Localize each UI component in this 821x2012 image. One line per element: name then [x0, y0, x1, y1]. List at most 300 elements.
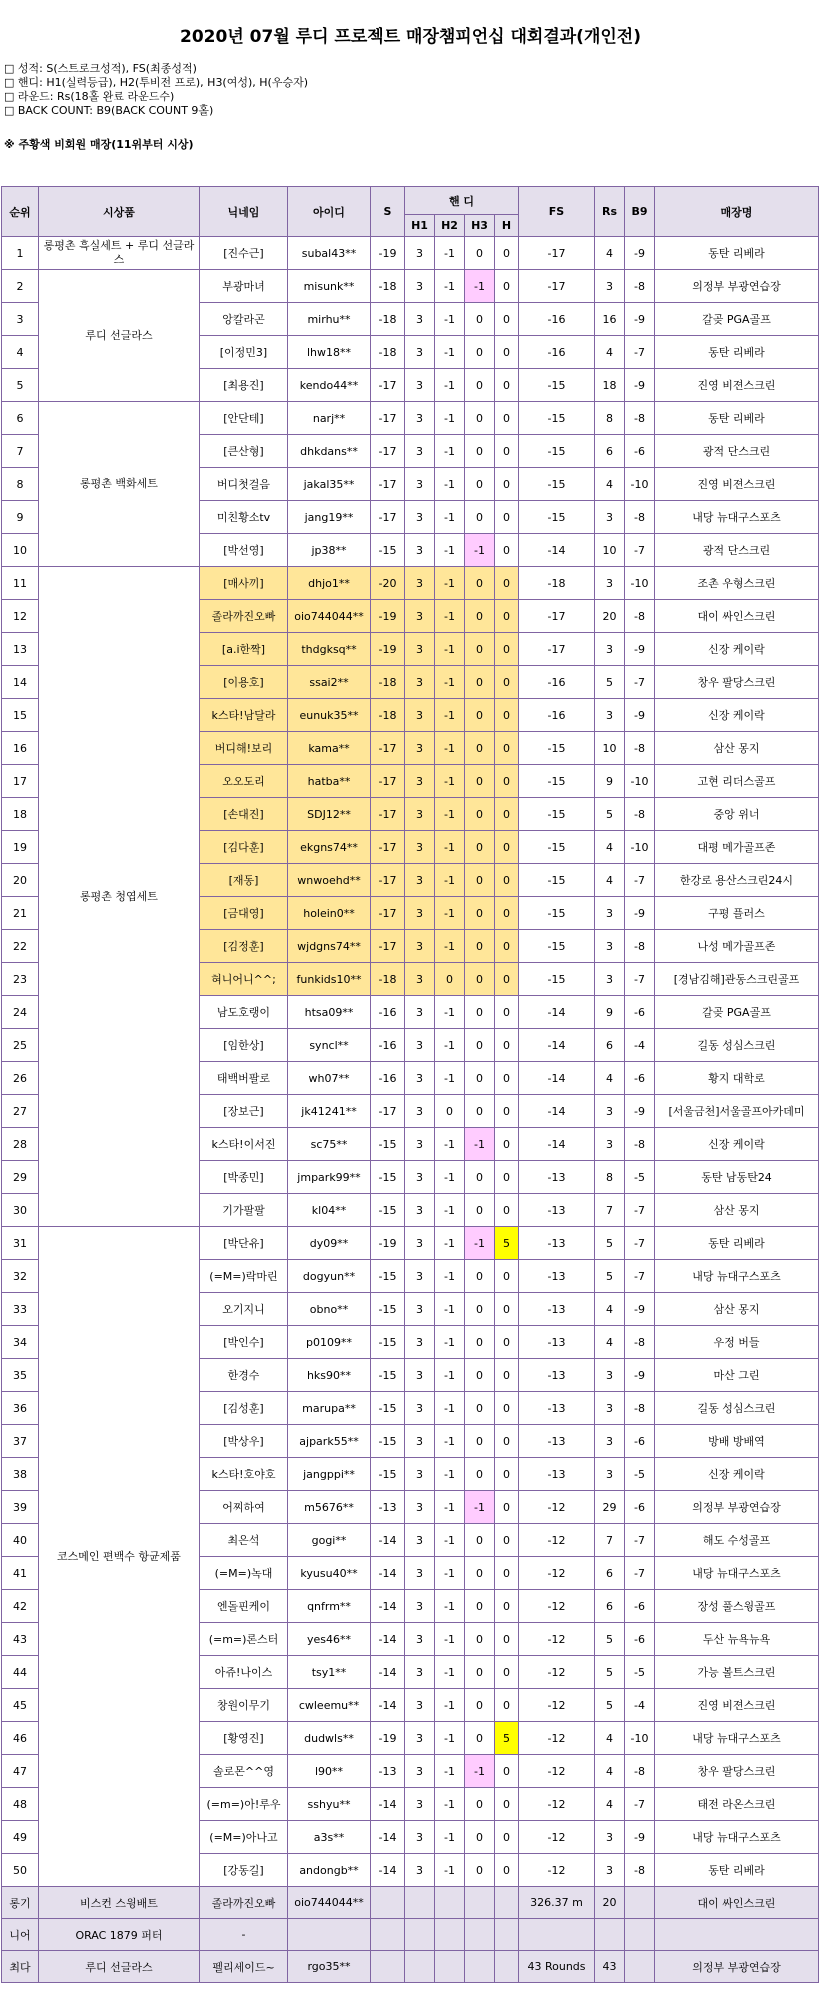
h1-cell: 3	[405, 1128, 435, 1161]
s-cell: -14	[371, 1623, 405, 1656]
table-row	[2, 402, 819, 435]
h1-cell: 3	[405, 1458, 435, 1491]
h2-cell: -1	[435, 435, 465, 468]
rs-cell: 8	[595, 1161, 625, 1194]
h-cell: 0	[495, 930, 519, 963]
rs-cell: 20	[595, 600, 625, 633]
s-cell: -17	[371, 402, 405, 435]
h2-cell: -1	[435, 1227, 465, 1260]
store-cell: 내당 뉴대구스포츠	[655, 1260, 819, 1293]
h1-cell: 3	[405, 765, 435, 798]
b9-cell: -10	[625, 831, 655, 864]
id-cell: mirhu**	[288, 303, 371, 336]
rs-cell: 3	[595, 501, 625, 534]
id-cell: dhjo1**	[288, 567, 371, 600]
award-id: oio744044**	[288, 1887, 371, 1919]
rank-cell: 12	[2, 600, 39, 633]
header-s: S	[371, 187, 405, 237]
h2-cell: -1	[435, 1458, 465, 1491]
h3-cell: 0	[465, 1392, 495, 1425]
empty-cell	[465, 1887, 495, 1919]
nickname-cell: [김정훈]	[200, 930, 288, 963]
store-cell: 조촌 우형스크린	[655, 567, 819, 600]
rank-cell: 43	[2, 1623, 39, 1656]
nickname-cell: 앙칼라곤	[200, 303, 288, 336]
award-prize: ORAC 1879 퍼터	[39, 1919, 200, 1951]
h1-cell: 3	[405, 1524, 435, 1557]
s-cell: -14	[371, 1788, 405, 1821]
nickname-cell: 미친황소tv	[200, 501, 288, 534]
h2-cell: -1	[435, 1128, 465, 1161]
store-cell: 진영 비젼스크린	[655, 369, 819, 402]
rs-cell: 3	[595, 1392, 625, 1425]
nickname-cell: 부광마녀	[200, 270, 288, 303]
rank-cell: 13	[2, 633, 39, 666]
fs-cell: -12	[519, 1623, 595, 1656]
rank-cell: 35	[2, 1359, 39, 1392]
empty-cell	[495, 1887, 519, 1919]
s-cell: -19	[371, 1722, 405, 1755]
h3-cell: 0	[465, 996, 495, 1029]
id-cell: misunk**	[288, 270, 371, 303]
h2-cell: -1	[435, 1425, 465, 1458]
nickname-cell: 한경수	[200, 1359, 288, 1392]
rs-cell: 3	[595, 1458, 625, 1491]
h-cell: 0	[495, 831, 519, 864]
fs-cell: -14	[519, 1062, 595, 1095]
h1-cell: 3	[405, 1392, 435, 1425]
id-cell: gogi**	[288, 1524, 371, 1557]
store-cell: 신장 케이락	[655, 699, 819, 732]
h-cell: 0	[495, 1557, 519, 1590]
id-cell: kyusu40**	[288, 1557, 371, 1590]
nickname-cell: [최용진]	[200, 369, 288, 402]
h-cell: 0	[495, 600, 519, 633]
h1-cell: 3	[405, 798, 435, 831]
s-cell: -14	[371, 1557, 405, 1590]
award-id: rgo35**	[288, 1951, 371, 1983]
rs-cell: 7	[595, 1524, 625, 1557]
rank-cell: 31	[2, 1227, 39, 1260]
empty-cell	[625, 1951, 655, 1983]
s-cell: -19	[371, 237, 405, 270]
id-cell: l90**	[288, 1755, 371, 1788]
store-cell: 내당 뉴대구스포츠	[655, 501, 819, 534]
b9-cell: -8	[625, 732, 655, 765]
s-cell: -14	[371, 1524, 405, 1557]
rs-cell: 5	[595, 1656, 625, 1689]
h3-cell: 0	[465, 1425, 495, 1458]
store-cell: 진영 비젼스크린	[655, 468, 819, 501]
rs-cell: 5	[595, 666, 625, 699]
h3-cell: -1	[465, 270, 495, 303]
special-awards	[2, 1887, 819, 1983]
prize-cell: 롱평촌 흑실세트 + 루디 선글라스	[39, 237, 200, 270]
legend-rounds: □ 라운드: Rs(18홀 완료 라운드수)	[4, 90, 175, 103]
rank-cell: 20	[2, 864, 39, 897]
nickname-cell: [안단테]	[200, 402, 288, 435]
award-rs: 20	[595, 1887, 625, 1919]
h1-cell: 3	[405, 864, 435, 897]
fs-cell: -15	[519, 501, 595, 534]
store-cell: 의정부 부광연습장	[655, 270, 819, 303]
fs-cell: -15	[519, 897, 595, 930]
rank-cell: 18	[2, 798, 39, 831]
nickname-cell: [박상우]	[200, 1425, 288, 1458]
rank-cell: 44	[2, 1656, 39, 1689]
rs-cell: 29	[595, 1491, 625, 1524]
h1-cell: 3	[405, 1029, 435, 1062]
s-cell: -17	[371, 501, 405, 534]
s-cell: -19	[371, 1227, 405, 1260]
nickname-cell: 오기지니	[200, 1293, 288, 1326]
h-cell: 0	[495, 699, 519, 732]
rank-cell: 33	[2, 1293, 39, 1326]
nickname-cell: 태백버팔로	[200, 1062, 288, 1095]
h1-cell: 3	[405, 930, 435, 963]
h1-cell: 3	[405, 1326, 435, 1359]
h2-cell: -1	[435, 1293, 465, 1326]
b9-cell: -8	[625, 1326, 655, 1359]
s-cell: -14	[371, 1821, 405, 1854]
h1-cell: 3	[405, 1557, 435, 1590]
h1-cell: 3	[405, 303, 435, 336]
award-id	[288, 1919, 371, 1951]
header-rank: 순위	[2, 187, 39, 237]
h3-cell: 0	[465, 831, 495, 864]
rs-cell: 3	[595, 633, 625, 666]
rank-cell: 14	[2, 666, 39, 699]
rs-cell: 4	[595, 1062, 625, 1095]
nickname-cell: k스타!호야호	[200, 1458, 288, 1491]
rs-cell: 3	[595, 699, 625, 732]
fs-cell: -17	[519, 633, 595, 666]
h2-cell: -1	[435, 270, 465, 303]
store-cell: 나성 메가골프존	[655, 930, 819, 963]
rank-cell: 29	[2, 1161, 39, 1194]
results-table-wrapper	[1, 186, 819, 1983]
rank-cell: 23	[2, 963, 39, 996]
h2-cell: -1	[435, 237, 465, 270]
h3-cell: 0	[465, 1656, 495, 1689]
h3-cell: 0	[465, 237, 495, 270]
b9-cell: -9	[625, 633, 655, 666]
b9-cell: -8	[625, 1854, 655, 1887]
rs-cell: 4	[595, 1755, 625, 1788]
s-cell: -15	[371, 1128, 405, 1161]
b9-cell: -5	[625, 1656, 655, 1689]
b9-cell: -8	[625, 930, 655, 963]
id-cell: syncl**	[288, 1029, 371, 1062]
fs-cell: -15	[519, 765, 595, 798]
fs-cell: -17	[519, 270, 595, 303]
h-cell: 0	[495, 468, 519, 501]
h2-cell: -1	[435, 501, 465, 534]
store-cell: 신장 케이락	[655, 1458, 819, 1491]
rank-cell: 15	[2, 699, 39, 732]
b9-cell: -9	[625, 1293, 655, 1326]
header-rs: Rs	[595, 187, 625, 237]
fs-cell: -12	[519, 1656, 595, 1689]
b9-cell: -10	[625, 765, 655, 798]
h-cell: 0	[495, 270, 519, 303]
h2-cell: -1	[435, 897, 465, 930]
h3-cell: 0	[465, 1095, 495, 1128]
h-cell: 0	[495, 1194, 519, 1227]
rs-cell: 3	[595, 1359, 625, 1392]
award-row	[2, 1919, 819, 1951]
award-row	[2, 1951, 819, 1983]
legend-handicap: □ 핸디: H1(실력등급), H2(투비전 프로), H3(여성), H(우승자)	[4, 76, 308, 89]
h-cell: 0	[495, 1491, 519, 1524]
nickname-cell: (=M=)락마린	[200, 1260, 288, 1293]
rs-cell: 4	[595, 468, 625, 501]
fs-cell: -15	[519, 369, 595, 402]
table-row	[2, 1227, 819, 1260]
h3-cell: 0	[465, 501, 495, 534]
fs-cell: -13	[519, 1194, 595, 1227]
rs-cell: 4	[595, 831, 625, 864]
h1-cell: 3	[405, 369, 435, 402]
id-cell: jakal35**	[288, 468, 371, 501]
s-cell: -16	[371, 1062, 405, 1095]
h1-cell: 3	[405, 1491, 435, 1524]
b9-cell: -9	[625, 369, 655, 402]
rs-cell: 6	[595, 1029, 625, 1062]
h2-cell: -1	[435, 468, 465, 501]
h-cell: 0	[495, 996, 519, 1029]
rank-cell: 30	[2, 1194, 39, 1227]
h3-cell: 0	[465, 1359, 495, 1392]
s-cell: -15	[371, 1293, 405, 1326]
h2-cell: -1	[435, 996, 465, 1029]
award-nickname: -	[200, 1919, 288, 1951]
b9-cell: -7	[625, 1788, 655, 1821]
rank-cell: 9	[2, 501, 39, 534]
id-cell: jang19**	[288, 501, 371, 534]
store-cell: 동탄 남동탄24	[655, 1161, 819, 1194]
award-nickname: 펠리세이드~	[200, 1951, 288, 1983]
id-cell: kendo44**	[288, 369, 371, 402]
s-cell: -14	[371, 1689, 405, 1722]
b9-cell: -7	[625, 1194, 655, 1227]
nickname-cell: [박종민]	[200, 1161, 288, 1194]
rs-cell: 3	[595, 963, 625, 996]
h-cell: 0	[495, 666, 519, 699]
id-cell: funkids10**	[288, 963, 371, 996]
nickname-cell: 솔로몬^^영	[200, 1755, 288, 1788]
award-prize: 비스컨 스윙배트	[39, 1887, 200, 1919]
s-cell: -15	[371, 1392, 405, 1425]
h3-cell: 0	[465, 798, 495, 831]
h1-cell: 3	[405, 1623, 435, 1656]
id-cell: thdgksq**	[288, 633, 371, 666]
b9-cell: -6	[625, 1062, 655, 1095]
fs-cell: -17	[519, 237, 595, 270]
store-cell: 대이 싸인스크린	[655, 600, 819, 633]
store-cell: 길동 성심스크린	[655, 1029, 819, 1062]
fs-cell: -14	[519, 1029, 595, 1062]
h1-cell: 3	[405, 1161, 435, 1194]
b9-cell: -9	[625, 237, 655, 270]
nickname-cell: k스타!이서진	[200, 1128, 288, 1161]
rank-cell: 46	[2, 1722, 39, 1755]
nickname-cell: 오오도리	[200, 765, 288, 798]
b9-cell: -7	[625, 336, 655, 369]
h2-cell: -1	[435, 336, 465, 369]
h3-cell: 0	[465, 1557, 495, 1590]
nickname-cell: [박인수]	[200, 1326, 288, 1359]
h2-cell: -1	[435, 1590, 465, 1623]
h2-cell: -1	[435, 633, 465, 666]
rank-cell: 28	[2, 1128, 39, 1161]
h2-cell: -1	[435, 831, 465, 864]
h1-cell: 3	[405, 1788, 435, 1821]
h-cell: 0	[495, 1128, 519, 1161]
h-cell: 5	[495, 1722, 519, 1755]
rank-cell: 32	[2, 1260, 39, 1293]
award-nickname: 졸라까진오빠	[200, 1887, 288, 1919]
results-table	[1, 186, 819, 1983]
store-cell: 동탄 리베라	[655, 237, 819, 270]
h3-cell: 0	[465, 435, 495, 468]
h-cell: 0	[495, 765, 519, 798]
h1-cell: 3	[405, 1656, 435, 1689]
store-cell: 창우 팔당스크린	[655, 1755, 819, 1788]
fs-cell: -13	[519, 1227, 595, 1260]
empty-cell	[465, 1951, 495, 1983]
store-cell: 의정부 부광연습장	[655, 1491, 819, 1524]
store-cell: 동탄 리베라	[655, 1227, 819, 1260]
s-cell: -17	[371, 765, 405, 798]
id-cell: hks90**	[288, 1359, 371, 1392]
h1-cell: 3	[405, 1590, 435, 1623]
empty-cell	[465, 1919, 495, 1951]
b9-cell: -7	[625, 1227, 655, 1260]
empty-cell	[495, 1951, 519, 1983]
b9-cell: -9	[625, 1095, 655, 1128]
h3-cell: 0	[465, 567, 495, 600]
header-prize: 시상품	[39, 187, 200, 237]
id-cell: sshyu**	[288, 1788, 371, 1821]
h-cell: 0	[495, 402, 519, 435]
h-cell: 0	[495, 369, 519, 402]
fs-cell: -12	[519, 1491, 595, 1524]
empty-cell	[371, 1951, 405, 1983]
rank-cell: 34	[2, 1326, 39, 1359]
h1-cell: 3	[405, 534, 435, 567]
id-cell: andongb**	[288, 1854, 371, 1887]
rank-cell: 4	[2, 336, 39, 369]
nickname-cell: [이용호]	[200, 666, 288, 699]
h-cell: 0	[495, 633, 519, 666]
s-cell: -17	[371, 798, 405, 831]
rs-cell: 8	[595, 402, 625, 435]
h2-cell: -1	[435, 1194, 465, 1227]
rank-cell: 21	[2, 897, 39, 930]
store-cell: 한강로 용산스크린24시	[655, 864, 819, 897]
rs-cell: 3	[595, 1095, 625, 1128]
id-cell: jangppi**	[288, 1458, 371, 1491]
h3-cell: 0	[465, 930, 495, 963]
store-cell: 동탄 리베라	[655, 1854, 819, 1887]
store-cell: 광적 단스크린	[655, 435, 819, 468]
h3-cell: 0	[465, 1821, 495, 1854]
b9-cell: -8	[625, 270, 655, 303]
b9-cell: -4	[625, 1029, 655, 1062]
h-cell: 0	[495, 1821, 519, 1854]
nickname-cell: [진수근]	[200, 237, 288, 270]
id-cell: htsa09**	[288, 996, 371, 1029]
fs-cell: -16	[519, 336, 595, 369]
nickname-cell: 최은석	[200, 1524, 288, 1557]
rank-cell: 36	[2, 1392, 39, 1425]
s-cell: -15	[371, 534, 405, 567]
b9-cell: -10	[625, 468, 655, 501]
fs-cell: -13	[519, 1260, 595, 1293]
s-cell: -16	[371, 1029, 405, 1062]
rs-cell: 9	[595, 765, 625, 798]
fs-cell: -18	[519, 567, 595, 600]
h-cell: 0	[495, 732, 519, 765]
rs-cell: 3	[595, 1854, 625, 1887]
b9-cell: -8	[625, 798, 655, 831]
id-cell: p0109**	[288, 1326, 371, 1359]
id-cell: wnwoehd**	[288, 864, 371, 897]
header-handicap: 핸 디	[405, 187, 519, 215]
store-cell: 내당 뉴대구스포츠	[655, 1821, 819, 1854]
h1-cell: 3	[405, 270, 435, 303]
fs-cell: -15	[519, 864, 595, 897]
h1-cell: 3	[405, 633, 435, 666]
store-cell: 광적 단스크린	[655, 534, 819, 567]
nickname-cell: 기가팔팔	[200, 1194, 288, 1227]
rank-cell: 1	[2, 237, 39, 270]
nickname-cell: 창원이무기	[200, 1689, 288, 1722]
b9-cell: -8	[625, 1392, 655, 1425]
rs-cell: 16	[595, 303, 625, 336]
s-cell: -17	[371, 369, 405, 402]
h2-cell: -1	[435, 666, 465, 699]
fs-cell: -12	[519, 1722, 595, 1755]
nickname-cell: [매사끼]	[200, 567, 288, 600]
id-cell: obno**	[288, 1293, 371, 1326]
rs-cell: 3	[595, 930, 625, 963]
id-cell: a3s**	[288, 1821, 371, 1854]
rank-cell: 2	[2, 270, 39, 303]
id-cell: kama**	[288, 732, 371, 765]
rs-cell: 3	[595, 897, 625, 930]
nickname-cell: (=M=)아나고	[200, 1821, 288, 1854]
h3-cell: 0	[465, 897, 495, 930]
award-value	[519, 1919, 595, 1951]
legend-backcount: □ BACK COUNT: B9(BACK COUNT 9홀)	[4, 104, 214, 117]
h3-cell: 0	[465, 864, 495, 897]
id-cell: tsy1**	[288, 1656, 371, 1689]
h3-cell: 0	[465, 468, 495, 501]
h3-cell: 0	[465, 402, 495, 435]
rank-cell: 38	[2, 1458, 39, 1491]
s-cell: -18	[371, 336, 405, 369]
fs-cell: -14	[519, 1128, 595, 1161]
store-cell: 동탄 리베라	[655, 402, 819, 435]
h3-cell: -1	[465, 534, 495, 567]
s-cell: -13	[371, 1491, 405, 1524]
b9-cell: -6	[625, 1425, 655, 1458]
nickname-cell: 어찌하여	[200, 1491, 288, 1524]
h2-cell: -1	[435, 798, 465, 831]
b9-cell: -7	[625, 1557, 655, 1590]
